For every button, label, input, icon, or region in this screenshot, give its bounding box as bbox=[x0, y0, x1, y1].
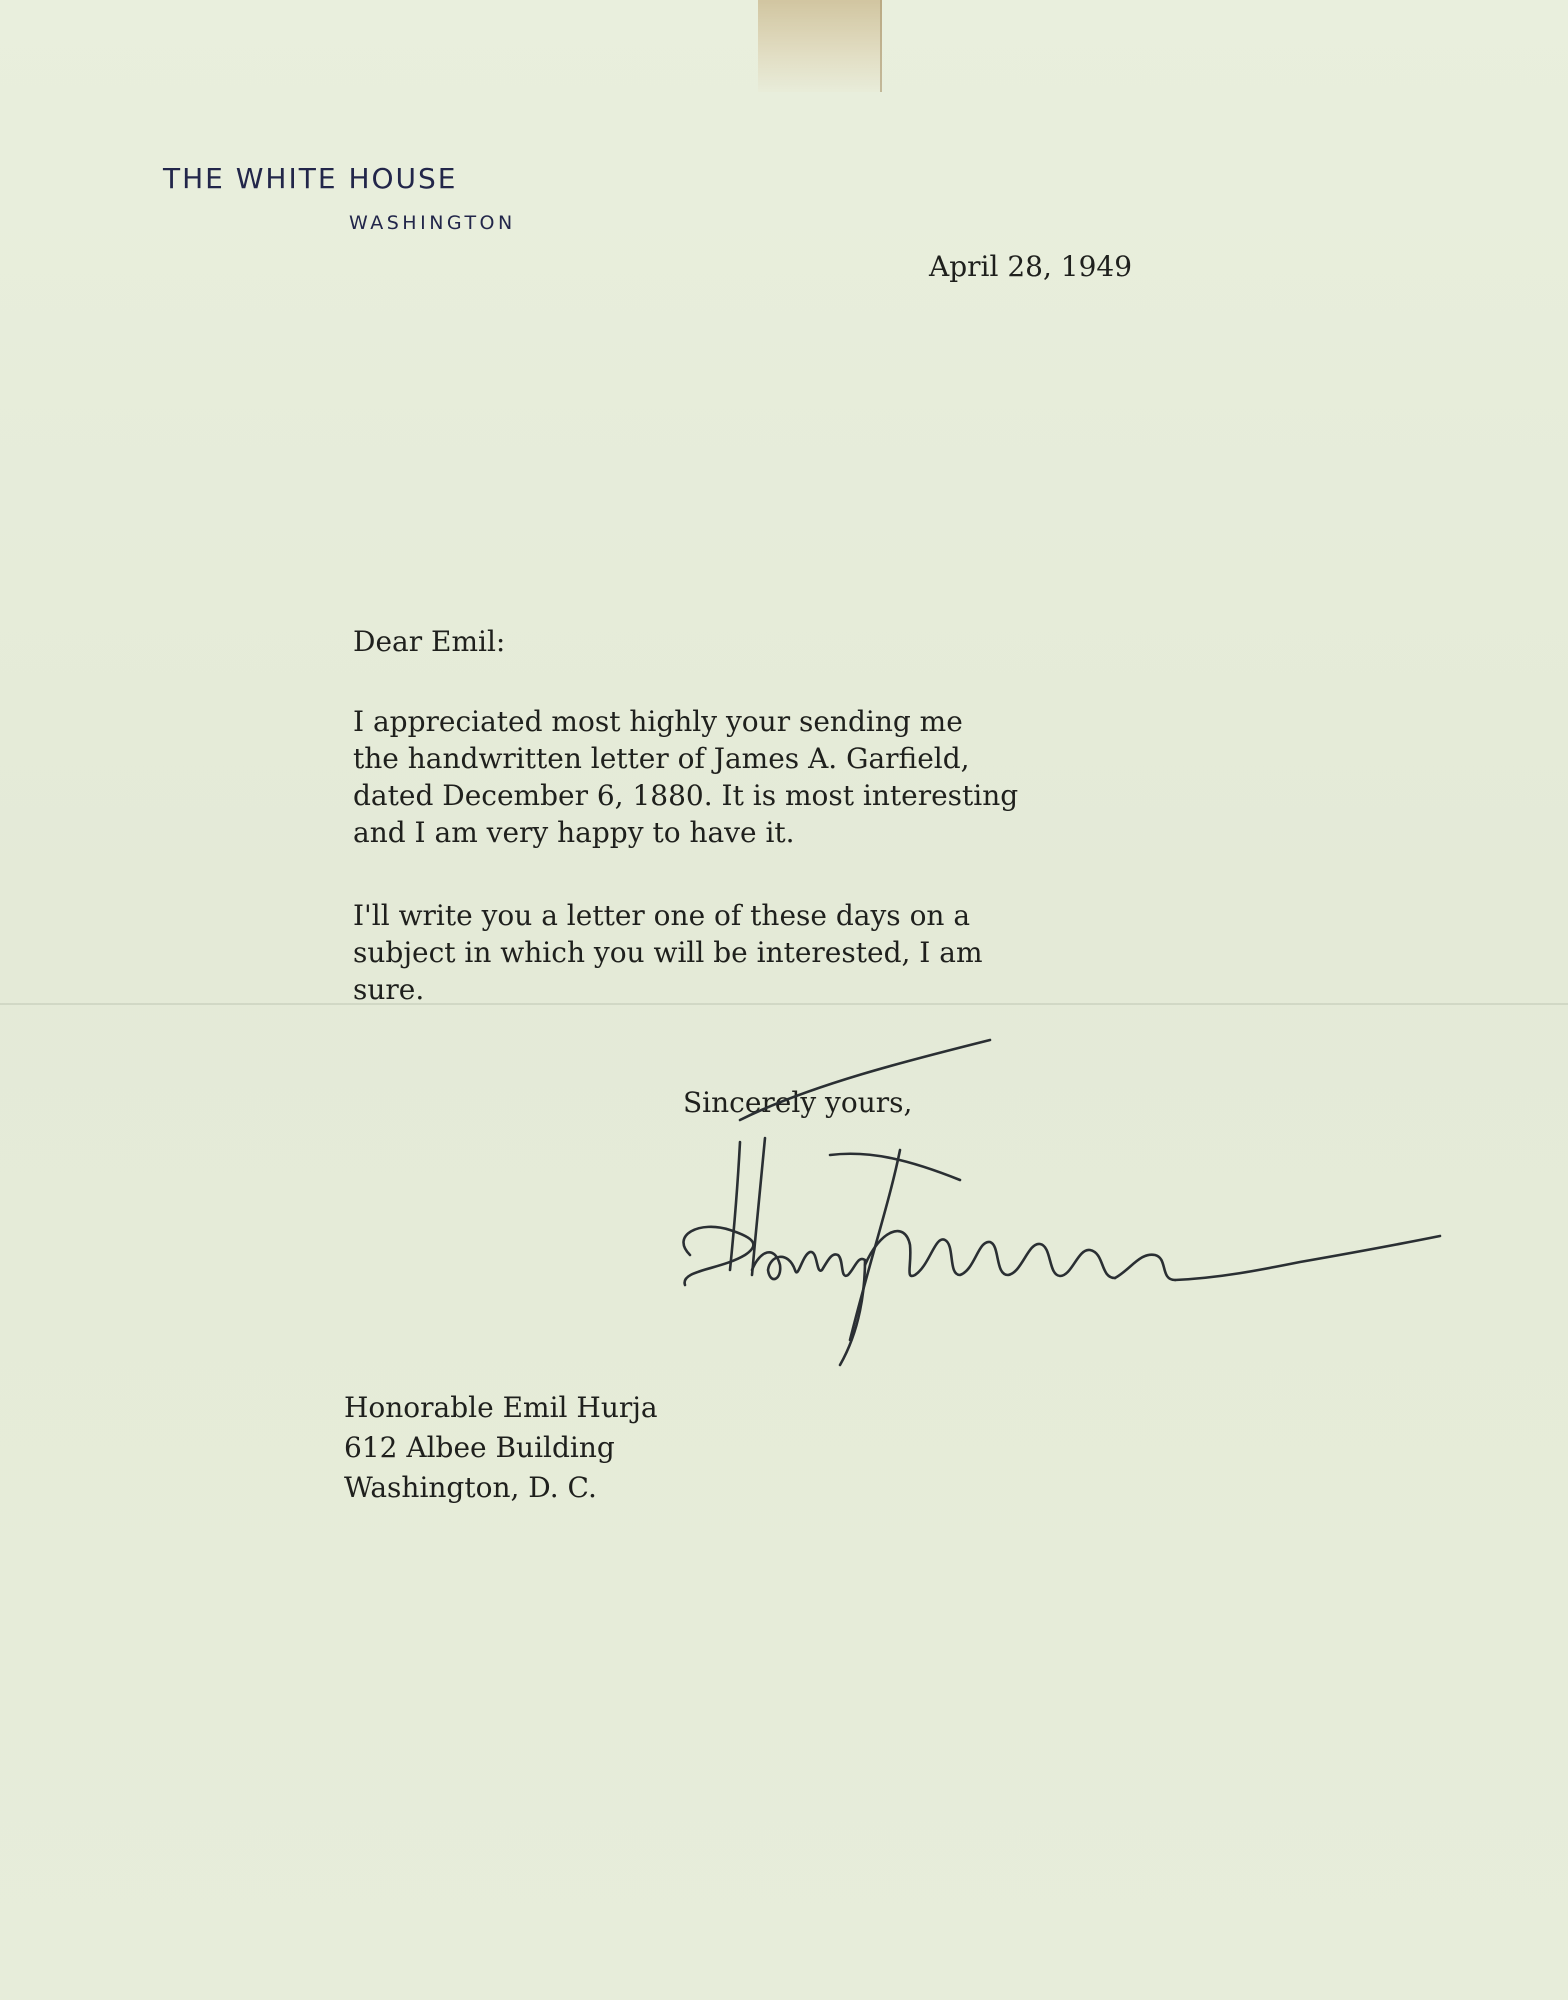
handwritten-signature bbox=[660, 1030, 1460, 1390]
salutation: Dear Emil: bbox=[353, 625, 506, 658]
letterhead-title: THE WHITE HOUSE bbox=[163, 162, 458, 195]
letter-date: April 28, 1949 bbox=[929, 250, 1133, 283]
recipient-line: Honorable Emil Hurja bbox=[344, 1391, 658, 1424]
body-line: I'll write you a letter one of these days on a bbox=[353, 899, 971, 932]
recipient-line: 612 Albee Building bbox=[344, 1431, 615, 1464]
letterhead-subtitle: WASHINGTON bbox=[349, 212, 516, 234]
body-paragraph-1 bbox=[353, 703, 1018, 851]
body-line: dated December 6, 1880. It is most interesting bbox=[353, 779, 1019, 812]
body-line: I appreciated most highly your sending me bbox=[353, 705, 963, 738]
body-line: the handwritten letter of James A. Garfield, bbox=[353, 742, 970, 775]
closing: Sincerely yours, bbox=[683, 1086, 913, 1119]
recipient-address bbox=[344, 1388, 658, 1508]
recipient-line: Washington, D. C. bbox=[344, 1471, 597, 1504]
body-paragraph-2 bbox=[353, 897, 983, 1008]
body-line: and I am very happy to have it. bbox=[353, 816, 795, 849]
body-line: subject in which you will be interested, I am bbox=[353, 936, 983, 969]
body-line: sure. bbox=[353, 973, 425, 1006]
tape-stain bbox=[758, 0, 882, 92]
